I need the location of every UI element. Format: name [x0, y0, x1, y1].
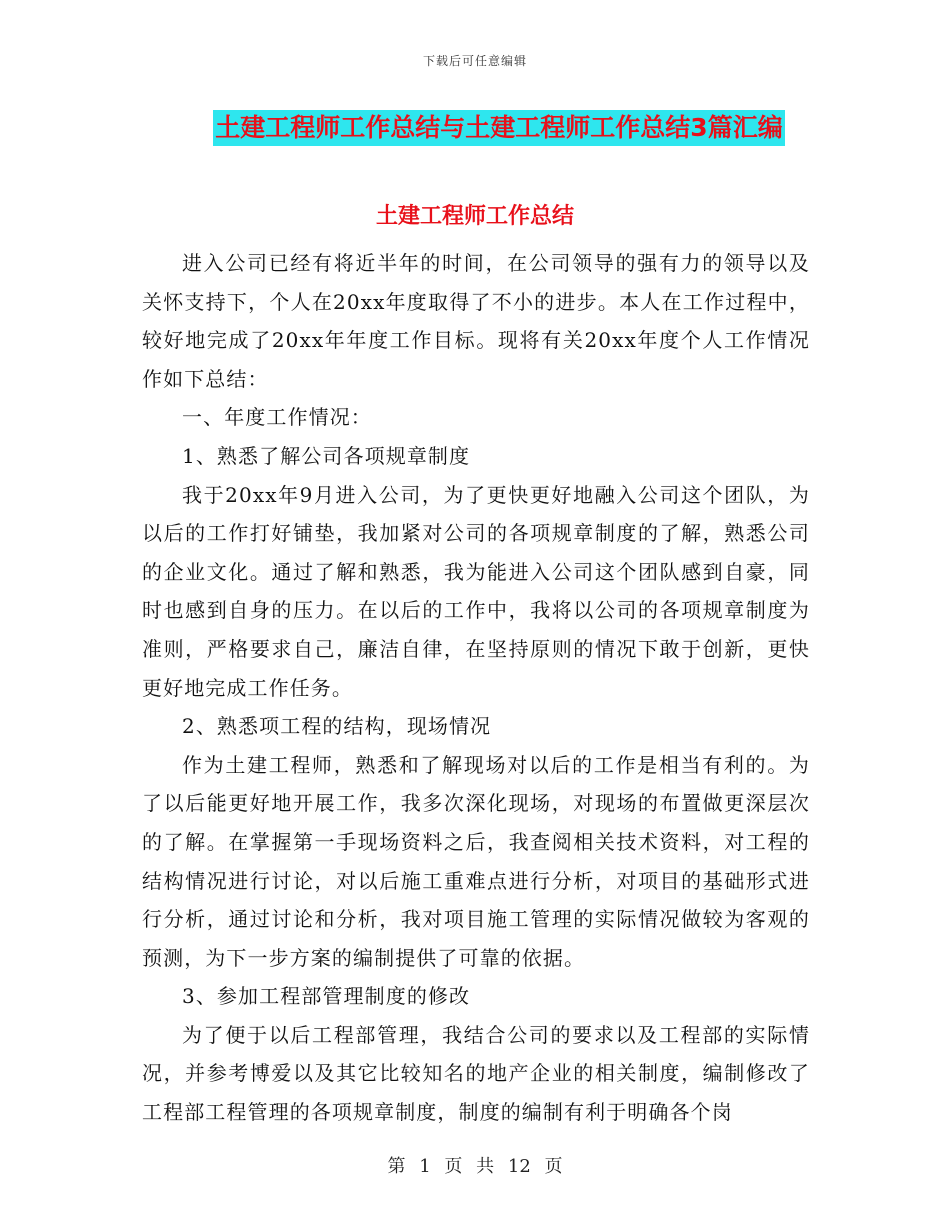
footer-page-unit: 页 [444, 1156, 463, 1177]
footer-total-label: 共 [476, 1156, 495, 1177]
heading-annual-work: 一、年度工作情况： [182, 405, 372, 430]
paragraph-item-3: 为了便于以后工程部管理，我结合公司的要求以及工程部的实际情况，并参考博爱以及其它比较知名的地产企业的相关制度，编制修改了工程部工程管理的各项规章制度，制度的编制有利于明确各个岗 [142, 1022, 810, 1125]
heading-item-2: 2、熟悉项工程的结构，现场情况 [182, 714, 492, 739]
page-footer [0, 1152, 950, 1178]
footer-page-label: 第 [387, 1156, 406, 1177]
section-title: 土建工程师工作总结 [375, 204, 574, 229]
document-body [142, 244, 810, 1132]
heading-item-3: 3、参加工程部管理制度的修改 [182, 984, 471, 1009]
main-title-container [0, 110, 950, 146]
footer-total-unit: 页 [544, 1156, 563, 1177]
footer-page-number: 1 [419, 1156, 431, 1177]
paragraph-item-2: 作为土建工程师，熟悉和了解现场对以后的工作是相当有利的。为了以后能更好地开展工作，我多次深化现场，对现场的布置做更深层次的了解。在掌握第一手现场资料之后，我查阅相关技术资料，对工程的结构情况进行讨论，对以后施工重难点进行分析，对项目的基础形式进行分析，通过讨论和分析，我对项目施工管理的实际情况做较为客观的预测，为下一步方案的编制提供了可靠的依据。 [142, 752, 810, 970]
main-title: 土建工程师工作总结与土建工程师工作总结3篇汇编 [213, 110, 784, 146]
heading-item-1: 1、熟悉了解公司各项规章制度 [182, 443, 471, 468]
paragraph-intro: 进入公司已经有将近半年的时间，在公司领导的强有力的领导以及关怀支持下，个人在20xx年度取得了不小的进步。本人在工作过程中，较好地完成了20xx年年度工作目标。现将有关20xx年度个人工作情况作如下总结： [142, 251, 810, 391]
paragraph-item-1: 我于20xx年9月进入公司，为了更快更好地融入公司这个团队，为以后的工作打好铺垫，我加紧对公司的各项规章制度的了解，熟悉公司的企业文化。通过了解和熟悉，我为能进入公司这个团队感到自豪，同时也感到自身的压力。在以后的工作中，我将以公司的各项规章制度为准则，严格要求自己，廉洁自律，在坚持原则的情况下敢于创新，更快更好地完成工作任务。 [142, 482, 810, 700]
page-header-note: 下载后可任意编辑 [422, 54, 527, 68]
footer-total-pages: 12 [507, 1156, 531, 1177]
